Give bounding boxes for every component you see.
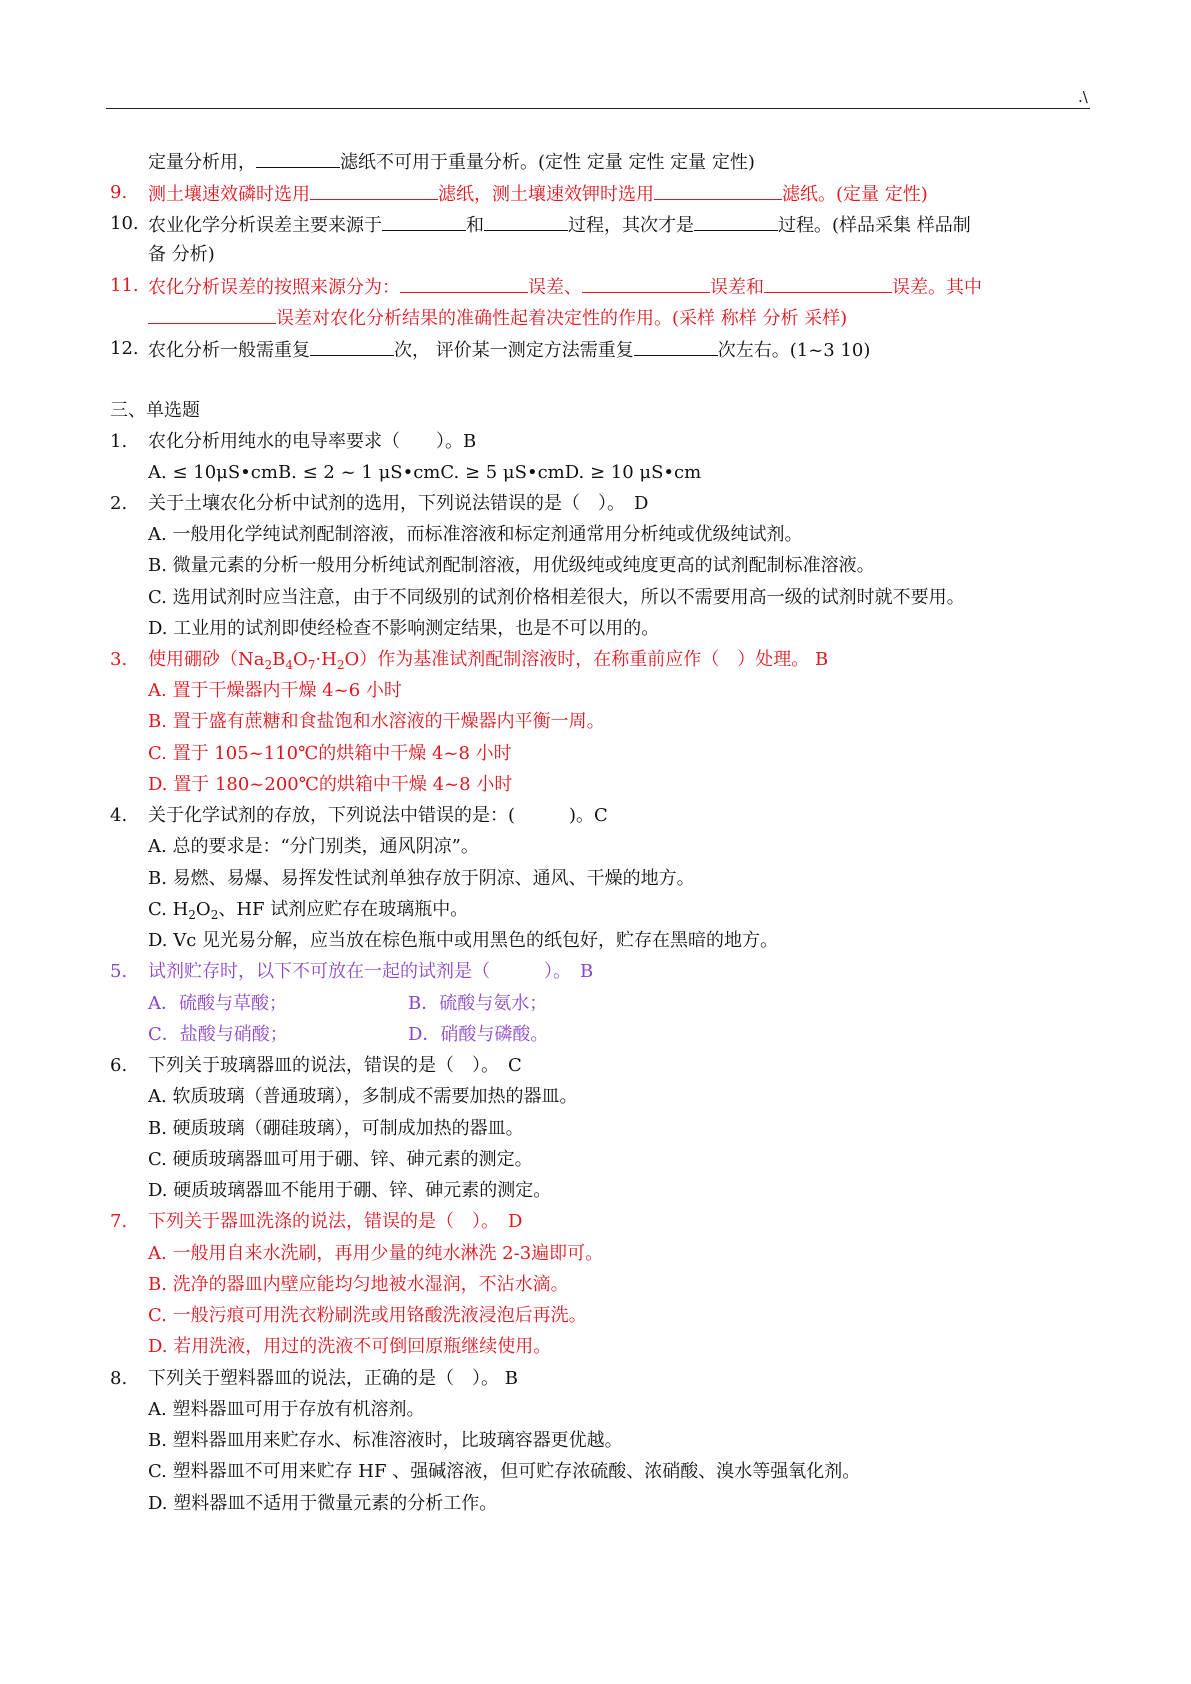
option-d: D. 工业用的试剂即使经检查不影响测定结果，也是不可以用的。 [148,618,660,639]
question-9: 测土壤速效磷时选用 滤纸，测土壤速效钾时选用 滤纸。(定量 定性) [148,180,928,208]
question-number: 4. [110,805,128,826]
option-b: B. 微量元素的分析一般用分析纯试剂配制溶液，用优级纯或纯度更高的试剂配制标准溶液。 [148,555,875,576]
option-c: C. 一般污痕可用洗衣粉刷洗或用铬酸洗液浸泡后再洗。 [148,1305,587,1326]
question-8-stem: 下列关于塑料器皿的说法，正确的是（ ）。 B [148,1368,518,1389]
answer-blank [310,180,438,200]
question-7-stem: 下列关于器皿洗涤的说法，错误的是（ ）。 D [148,1211,523,1232]
option-b: B. 易燃、易爆、易挥发性试剂单独存放于阴凉、通风、干燥的地方。 [148,868,695,889]
question-6-stem: 下列关于玻璃器皿的说法，错误的是（ ）。 C [148,1055,522,1076]
answer-blank [310,336,394,356]
fill-blank-carry-line: 定量分析用， 滤纸不可用于重量分析。(定性 定量 定性 定量 定性) [148,148,755,176]
question-number: 12. [110,338,139,359]
answer-blank [256,148,340,168]
answer-blank [382,211,466,231]
option-c: C. 选用试剂时应当注意，由于不同级别的试剂价格相差很大，所以不需要用高一级的试剂时就不要用。 [148,587,965,608]
option-b: B. 塑料器皿用来贮存水、标准溶液时，比玻璃容器更优越。 [148,1430,623,1451]
question-number: 8. [110,1368,128,1389]
question-2-stem: 关于土壤农化分析中试剂的选用，下列说法错误的是（ ）。 D [148,493,649,514]
question-11-continued: 误差对农化分析结果的准确性起着决定性的作用。(采样 称样 分析 采样) [148,304,847,332]
option-d: D. Vc 见光易分解，应当放在棕色瓶中或用黑色的纸包好，贮存在黑暗的地方。 [148,930,779,951]
question-12: 农化分析一般需重复 次， 评价某一测定方法需重复 次左右。(1~3 10) [148,336,870,364]
option-c: C. 硬质玻璃器皿可用于硼、锌、砷元素的测定。 [148,1149,533,1170]
question-1-stem: 农化分析用纯水的电导率要求（ ）。B [148,431,477,452]
question-number: 2. [110,493,128,514]
question-number: 9. [110,182,128,203]
question-number: 11. [110,275,139,296]
option-c: C. 置于 105~110℃的烘箱中干燥 4~8 小时 [148,743,512,764]
option-c: C. 塑料器皿不可用来贮存 HF 、强碱溶液，但可贮存浓硫酸、浓硝酸、溴水等强氧化剂。 [148,1461,861,1482]
option-d: D. 若用洗液，用过的洗液不可倒回原瓶继续使用。 [148,1336,552,1357]
question-11: 农化分析误差的按照来源分为： 误差、 误差和 误差。其中 [148,273,982,301]
question-number: 5. [110,961,128,982]
question-4-stem: 关于化学试剂的存放，下列说法中错误的是：( )。C [148,805,608,826]
question-1-options: A. ≤ 10μS•cmB. ≤ 2 ~ 1 μS•cmC. ≥ 5 μS•cmD. ≥ 10 μS•cm [148,462,702,483]
option-a: A．硫酸与草酸； [148,993,287,1014]
header-corner-mark: .\ [1078,88,1088,106]
question-5-stem: 试剂贮存时，以下不可放在一起的试剂是（ ）。 B [148,961,594,982]
option-a: A. 一般用化学纯试剂配制溶液，而标准溶液和标定剂通常用分析纯或优级纯试剂。 [148,524,803,545]
question-10-continued: 备 分析) [148,244,215,265]
option-a: A. 总的要求是：“分门别类，通风阴凉”。 [148,836,479,857]
answer-blank [654,180,782,200]
answer-blank [148,304,276,324]
option-a: A. 置于干燥器内干燥 4~6 小时 [148,680,402,701]
header-rule [106,108,1090,109]
option-c: C. $H_2O_2$、HF 试剂应贮存在玻璃瓶中。 [148,899,469,922]
question-number: 1. [110,431,128,452]
answer-blank [694,211,778,231]
option-d: D. 塑料器皿不适用于微量元素的分析工作。 [148,1493,498,1514]
option-c: C．盐酸与硝酸； [148,1024,288,1045]
option-b: B. 硬质玻璃（硼硅玻璃），可制成加热的器皿。 [148,1118,524,1139]
question-number: 10. [110,213,139,234]
option-b: B．硫酸与氨水； [408,993,548,1014]
answer-blank [484,211,568,231]
question-10: 农业化学分析误差主要来源于 和 过程，其次才是 过程。(样品采集 样品制 [148,211,971,239]
answer-blank [582,273,710,293]
option-a: A. 一般用自来水洗刷，再用少量的纯水淋洗 2-3遍即可。 [148,1243,604,1264]
answer-blank [400,273,528,293]
option-d: D. 硬质玻璃器皿不能用于硼、锌、砷元素的测定。 [148,1180,552,1201]
question-number: 7. [110,1211,128,1232]
option-b: B. 置于盛有蔗糖和食盐饱和水溶液的干燥器内平衡一周。 [148,711,605,732]
answer-blank [764,273,892,293]
answer-blank [634,336,718,356]
question-number: 3. [110,649,128,670]
option-d: D. 置于 180~200℃的烘箱中干燥 4~8 小时 [148,774,513,795]
option-d: D．硝酸与磷酸。 [408,1024,549,1045]
question-number: 6. [110,1055,128,1076]
option-b: B. 洗净的器皿内壁应能均匀地被水湿润，不沾水滴。 [148,1274,569,1295]
section-title: 三、单选题 [110,400,200,421]
question-3-stem: 使用硼砂$(Na_2B_4O_7\cdot H_2O)$作为基准试剂配制溶液时，在称重前应作（ ）处理。 B [148,649,829,672]
option-a: A. 塑料器皿可用于存放有机溶剂。 [148,1399,425,1420]
option-a: A. 软质玻璃（普通玻璃），多制成不需要加热的器皿。 [148,1086,578,1107]
